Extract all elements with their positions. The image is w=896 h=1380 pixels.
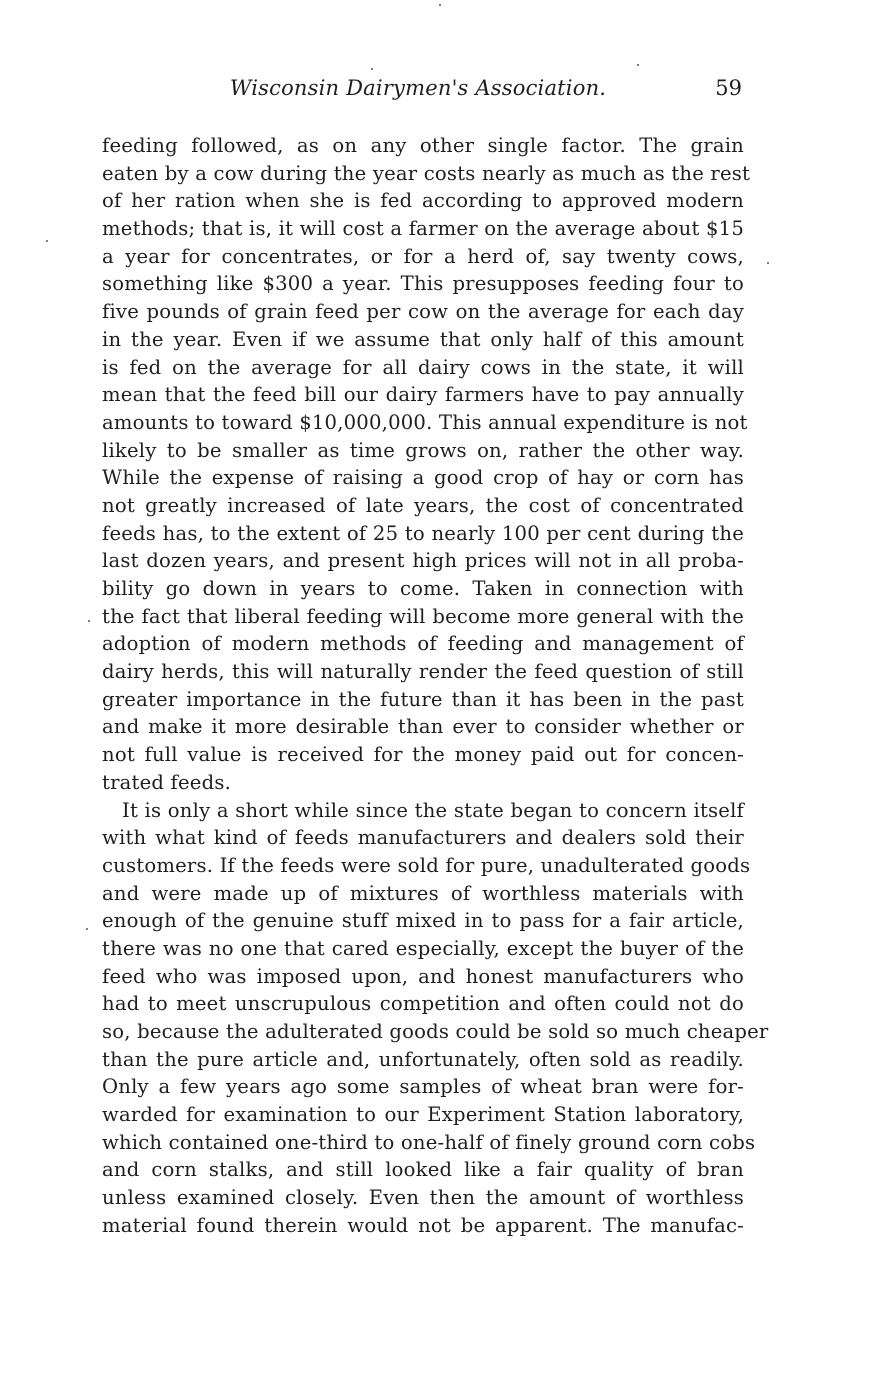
text-line: had to meet unscrupulous competition and often could not do — [102, 992, 744, 1016]
text-line: amounts to toward $10,000,000. This annual expenditure is not — [102, 410, 748, 434]
text-line: something like $300 a year. This presupposes feeding four to — [102, 272, 744, 296]
body-text — [102, 132, 769, 1240]
text-line: methods; that is, it will cost a farmer on the average about $15 — [102, 217, 744, 241]
text-line: with what kind of feeds manufacturers and dealers sold their — [102, 826, 744, 850]
text-line: five pounds of grain feed per cow on the average for each day — [102, 300, 744, 324]
text-line: feeds has, to the extent of 25 to nearly 100 per cent during the — [102, 521, 744, 545]
text-line: mean that the feed bill our dairy farmers have to pay annually — [102, 383, 744, 407]
scan-speck — [767, 262, 769, 264]
text-line: trated feeds. — [102, 770, 232, 794]
text-line: so, because the adulterated goods could be sold so much cheaper — [102, 1020, 769, 1043]
text-line: enough of the genuine stuff mixed in to pass for a fair article, — [102, 909, 744, 933]
text-line: there was no one that cared especially, except the buyer of the — [102, 936, 744, 960]
text-line: customers. If the feeds were sold for pure, unadulterated goods — [102, 853, 751, 877]
scan-speck — [86, 928, 88, 930]
text-line: dairy herds, this will naturally render the feed question of still — [102, 660, 744, 684]
text-line: Only a few years ago some samples of wheat bran were for- — [102, 1075, 744, 1099]
text-line: than the pure article and, unfortunately, often sold as readily. — [102, 1047, 744, 1071]
text-line: and make it more desirable than ever to consider whether or — [102, 715, 744, 739]
text-line: bility go down in years to come. Taken in connection with — [102, 577, 744, 600]
text-line: not full value is received for the money paid out for concen- — [102, 743, 744, 767]
paragraph-1 — [102, 132, 751, 797]
text-line: greater importance in the future than it has been in the past — [102, 687, 744, 711]
text-line: in the year. Even if we assume that only half of this amount — [102, 327, 744, 351]
page-header — [102, 76, 744, 110]
scan-speck — [371, 68, 373, 70]
text-line: of her ration when she is fed according to approved modern — [102, 189, 744, 213]
text-line: While the expense of raising a good crop of hay or corn has — [102, 466, 744, 490]
text-line: likely to be smaller as time grows on, rather the other way. — [102, 438, 744, 462]
paragraph-2 — [102, 797, 769, 1240]
text-line: which contained one-third to one-half of finely ground corn cobs — [102, 1130, 756, 1154]
text-line: the fact that liberal feeding will become more general with the — [102, 604, 744, 628]
text-line: eaten by a cow during the year costs nearly as much as the rest — [102, 161, 751, 185]
text-line: adoption of modern methods of feeding and management of — [102, 632, 744, 656]
text-line: feed who was imposed upon, and honest manufacturers who — [102, 964, 744, 988]
text-line: material found therein would not be apparent. The manufac- — [102, 1213, 744, 1237]
text-line: is fed on the average for all dairy cows in the state, it will — [102, 355, 744, 379]
text-line: It is only a short while since the state began to concern itself — [122, 798, 744, 822]
text-line: and were made up of mixtures of worthless materials with — [102, 881, 744, 905]
text-line: a year for concentrates, or for a herd of, say twenty cows, — [102, 244, 744, 268]
scan-speck — [46, 240, 48, 242]
text-line: warded for examination to our Experiment Station laboratory, — [102, 1103, 744, 1127]
scan-speck — [88, 620, 90, 622]
text-line: unless examined closely. Even then the amount of worthless — [102, 1186, 744, 1210]
text-line: and corn stalks, and still looked like a fair quality of bran — [102, 1158, 744, 1182]
text-line: not greatly increased of late years, the cost of concentrated — [102, 493, 744, 517]
running-title: Wisconsin Dairymen's Association. — [229, 76, 607, 100]
scan-speck — [637, 64, 639, 66]
text-line: last dozen years, and present high prices will not in all proba- — [102, 549, 744, 573]
text-line: feeding followed, as on any other single factor. The grain — [102, 134, 744, 157]
scan-speck — [439, 4, 441, 6]
page-number: 59 — [715, 76, 742, 100]
